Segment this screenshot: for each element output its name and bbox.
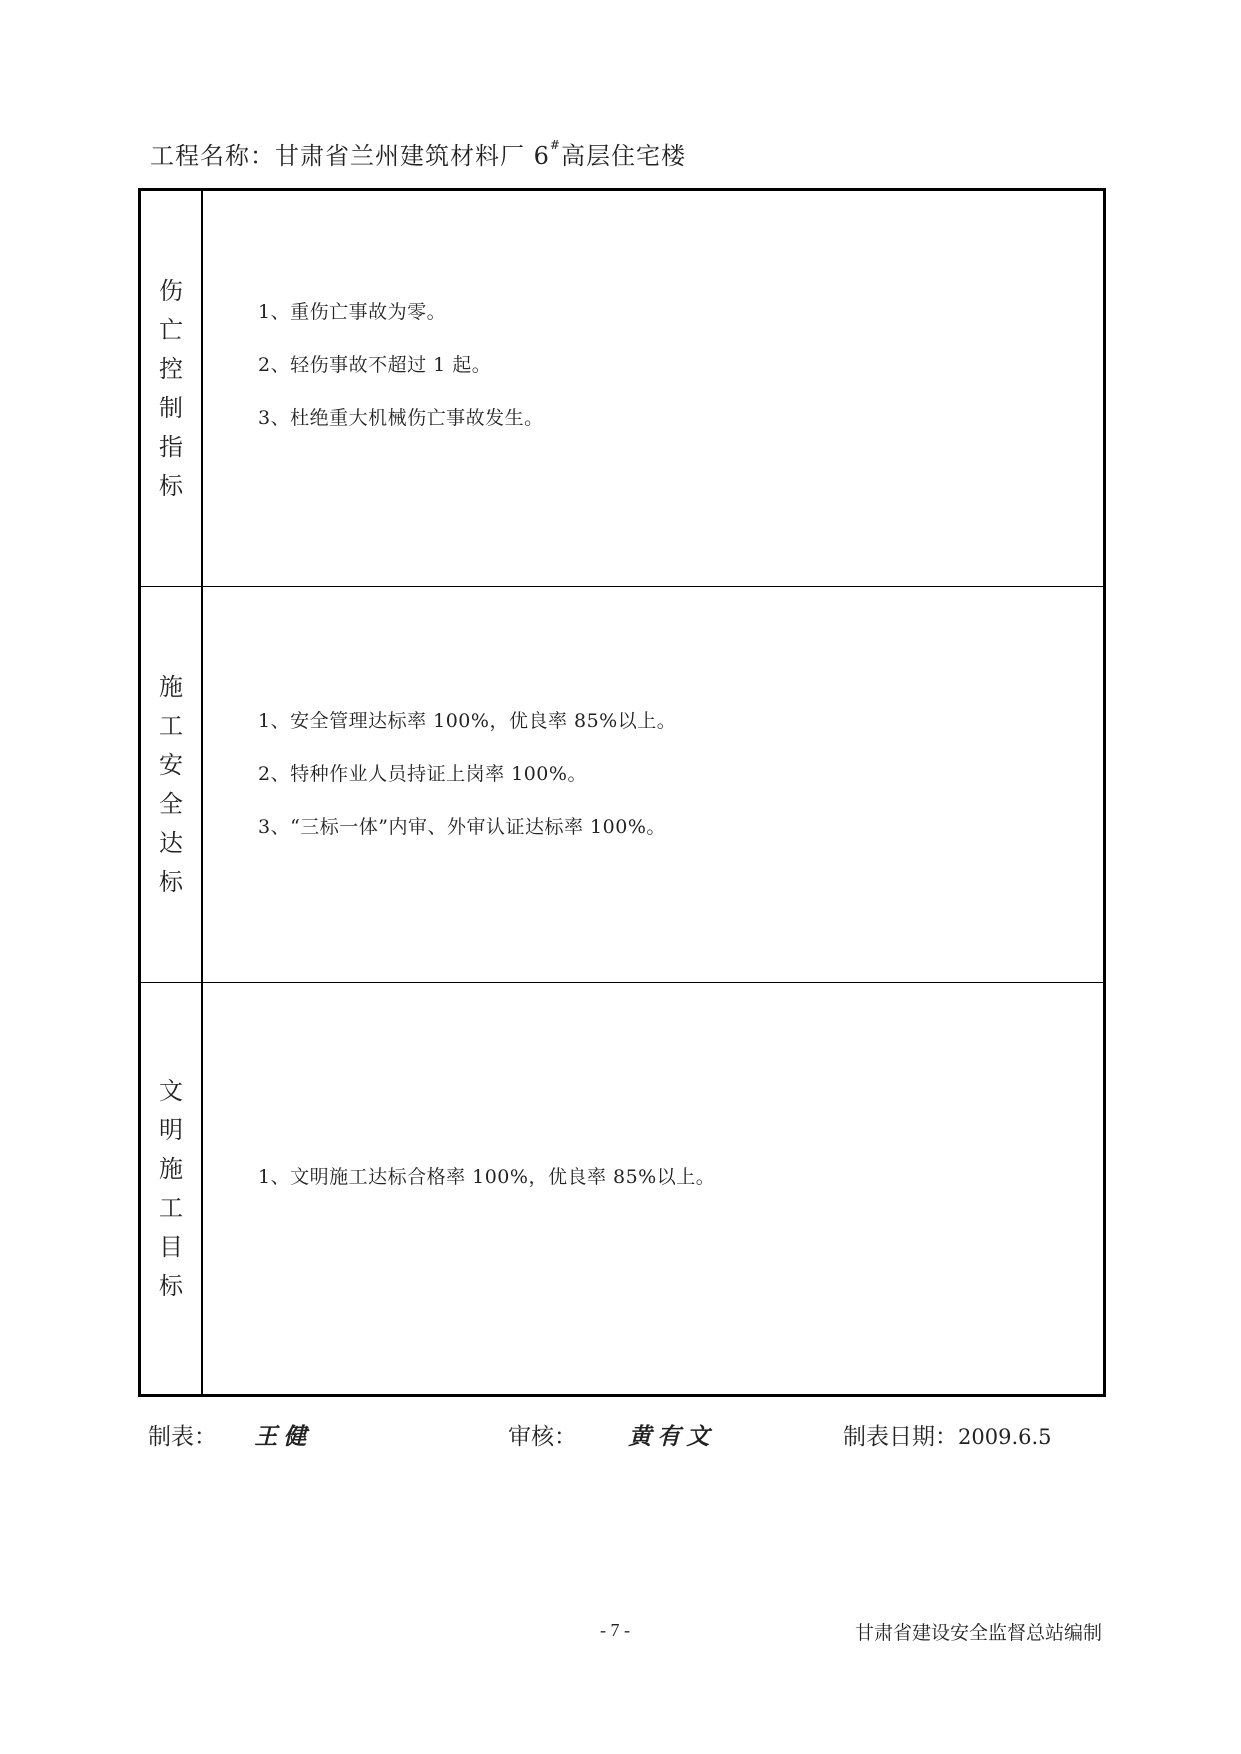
list-item: 1、安全管理达标率 100%，优良率 85%以上。 [258,710,677,732]
row-label-text: 伤亡控制指标 [159,276,183,500]
table-row-safety [141,587,1103,983]
maker [148,1418,312,1451]
row-content [258,286,1083,445]
row-label [141,191,203,586]
project-number-sign: # [549,138,561,152]
maker-label: 制表： [148,1424,217,1450]
project-title [150,136,686,171]
list-item: 2、轻伤事故不超过 1 起。 [258,354,492,376]
row-label [141,983,203,1394]
table-row-civilized [141,983,1103,1394]
goals-table [138,188,1106,1397]
list-item: 2、特种作业人员持证上岗率 100%。 [258,763,587,785]
project-suffix: 高层住宅楼 [560,142,686,170]
reviewer [508,1418,715,1451]
maker-signature: 王健 [254,1423,313,1450]
list-item: 1、重伤亡事故为零。 [258,301,447,323]
date-label: 制表日期： [843,1424,958,1450]
list-item: 1、文明施工达标合格率 100%，优良率 85%以上。 [258,1166,716,1188]
reviewer-label: 审核： [508,1424,577,1450]
row-label [141,587,203,982]
table-row-casualty [141,191,1103,587]
project-name: 甘肃省兰州建筑材料厂 6 [275,142,550,170]
date-value: 2009.6.5 [958,1425,1052,1449]
list-item: 3、“三标一体”内审、外审认证达标率 100%。 [258,816,666,838]
publisher: 甘肃省建设安全监督总站编制 [855,1622,1103,1644]
row-label-text: 施工安全达标 [159,672,183,896]
row-content [258,695,1083,854]
row-label-text: 文明施工目标 [159,1076,183,1300]
row-content [258,1151,1083,1204]
page-number: - 7 - [600,1620,630,1640]
project-label: 工程名称： [150,142,275,170]
list-item: 3、杜绝重大机械伤亡事故发生。 [258,407,544,429]
date [843,1418,1052,1451]
reviewer-signature: 黄有文 [628,1423,716,1450]
